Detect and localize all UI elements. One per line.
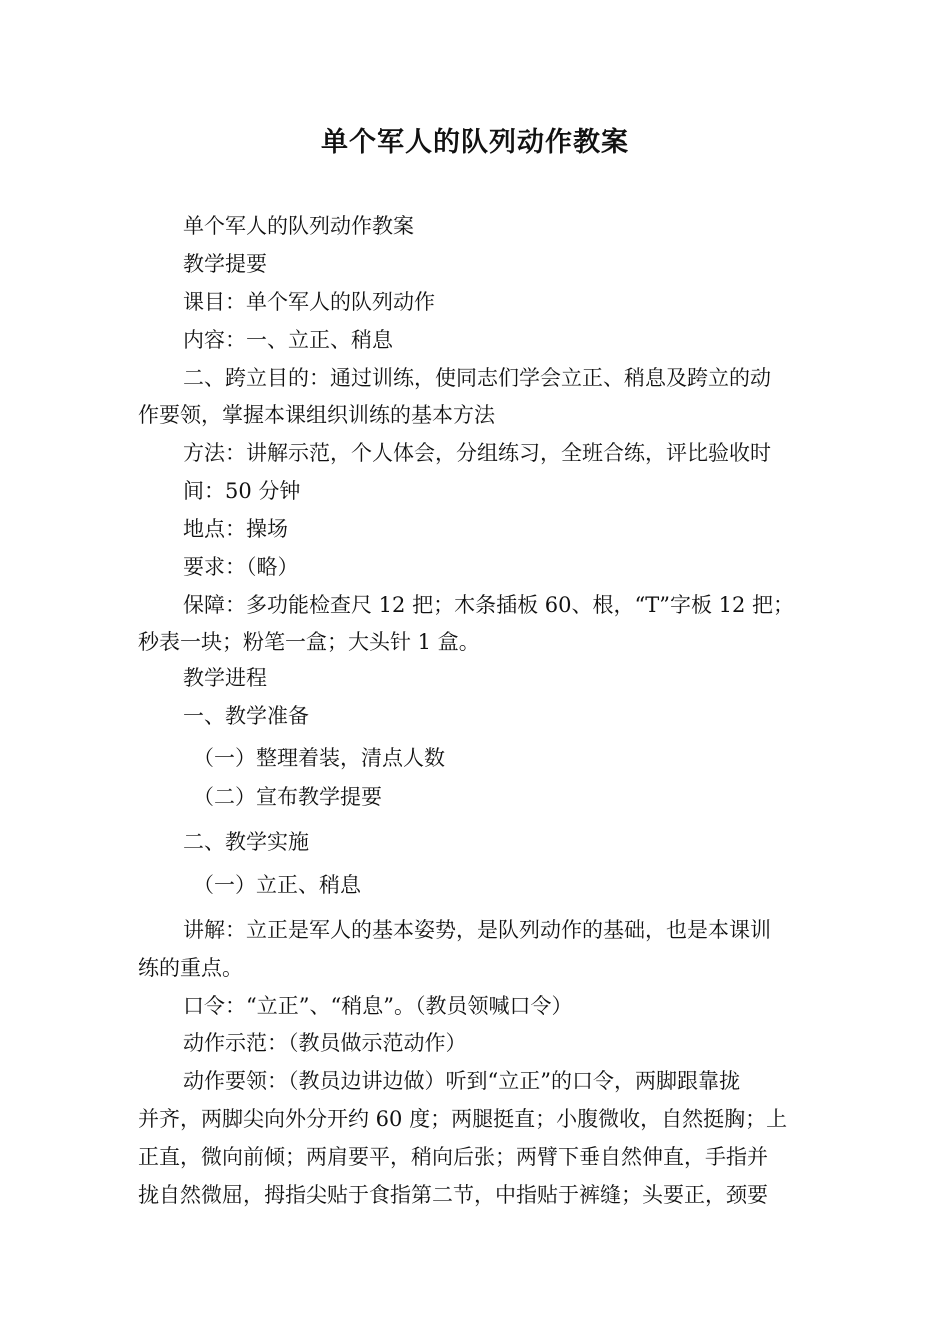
- section-heading: 二、教学实施: [183, 830, 309, 854]
- paragraph-line: 课目：单个军人的队列动作: [183, 290, 435, 314]
- subsection-heading: （一）立正、稍息: [193, 873, 361, 897]
- paragraph-line: 作要领，掌握本课组织训练的基本方法: [138, 403, 495, 427]
- paragraph-line: 保障：多功能检查尺 12 把；木条插板 60、根，“T”字板 12 把；: [183, 593, 795, 617]
- document-title: 单个军人的队列动作教案: [321, 127, 629, 158]
- paragraph-line: 地点：操场: [183, 517, 288, 541]
- paragraph-line: 要求：（略）: [183, 555, 299, 579]
- paragraph-line: 讲解：立正是军人的基本姿势，是队列动作的基础，也是本课训: [183, 918, 771, 942]
- paragraph-line: 练的重点。: [138, 956, 243, 980]
- paragraph-line: 动作示范：（教员做示范动作）: [183, 1031, 467, 1055]
- subsection-heading: （一）整理着装，清点人数: [193, 746, 445, 770]
- paragraph-line: 方法：讲解示范，个人体会，分组练习，全班合练，评比验收时: [183, 441, 771, 465]
- section-heading: 一、教学准备: [183, 704, 309, 728]
- paragraph-line: 口令：“立正”、“稍息”。（教员领喊口令）: [183, 994, 573, 1018]
- paragraph-line: 正直，微向前倾；两肩要平，稍向后张；两臂下垂自然伸直，手指并: [138, 1145, 768, 1169]
- paragraph-line: 内容：一、立正、稍息: [183, 328, 393, 352]
- paragraph-line: 拢自然微屈，拇指尖贴于食指第二节，中指贴于裤缝；头要正，颈要: [138, 1183, 768, 1207]
- paragraph-line: 单个军人的队列动作教案: [183, 214, 414, 238]
- paragraph-line: 间：50 分钟: [183, 479, 301, 503]
- paragraph-line: 动作要领：（教员边讲边做）听到“立正”的口令，两脚跟靠拢: [183, 1069, 740, 1093]
- paragraph-line: 并齐，两脚尖向外分开约 60 度；两腿挺直；小腹微收，自然挺胸；上: [138, 1107, 788, 1131]
- paragraph-line: 秒表一块；粉笔一盒；大头针 1 盒。: [138, 630, 480, 654]
- paragraph-line: 二、跨立目的：通过训练，使同志们学会立正、稍息及跨立的动: [183, 366, 771, 390]
- section-heading: 教学进程: [183, 666, 267, 690]
- subsection-heading: （二）宣布教学提要: [193, 785, 382, 809]
- paragraph-line: 教学提要: [183, 252, 267, 276]
